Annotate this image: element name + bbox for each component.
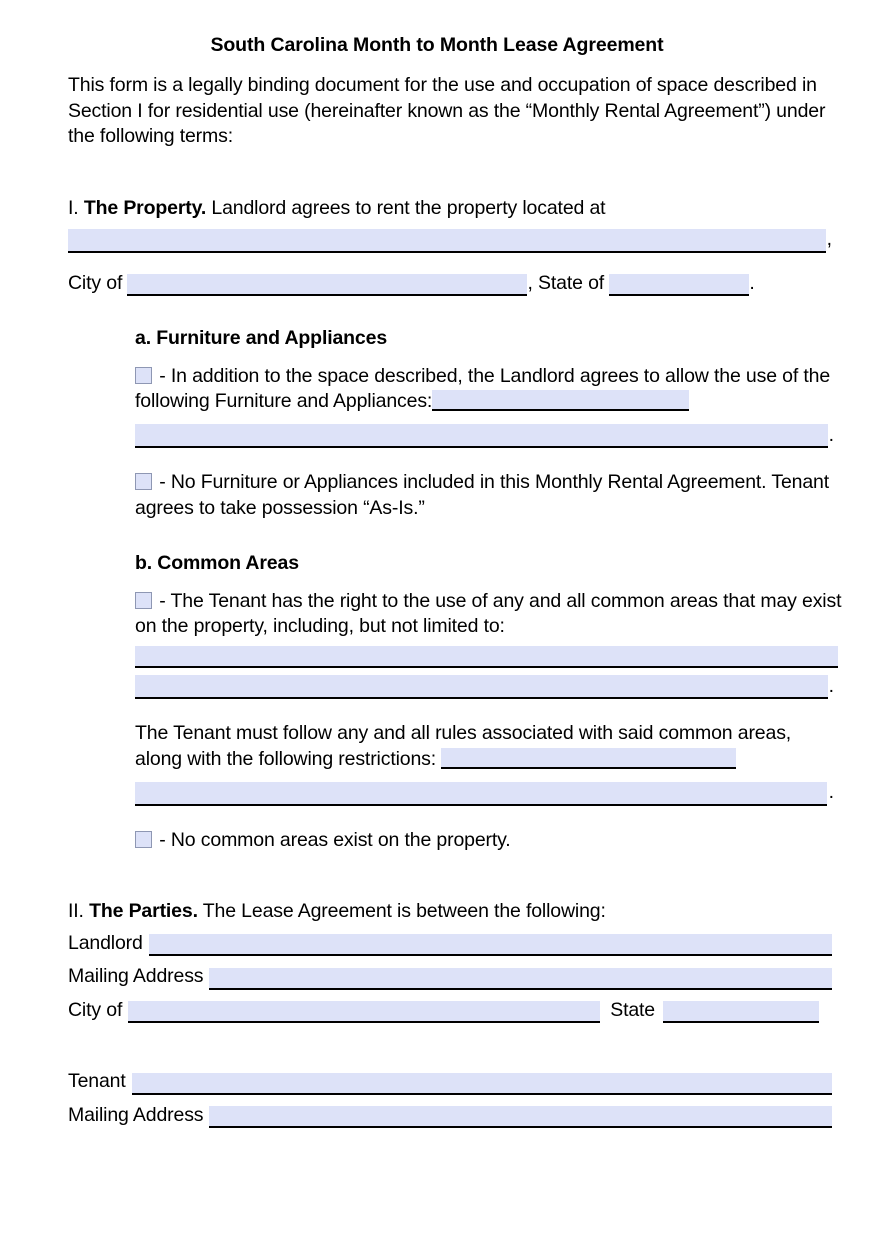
common-areas-rules-paragraph <box>0 721 874 772</box>
furniture-list-field-line-2[interactable] <box>135 424 828 448</box>
spacer <box>0 853 874 899</box>
tenant-mailing-address-row <box>0 1103 874 1129</box>
common-areas-field-line-2-row <box>0 674 874 700</box>
spacer <box>0 699 874 721</box>
tenant-label: Tenant <box>68 1070 126 1093</box>
checkbox-furniture-not-included[interactable] <box>135 473 152 490</box>
furniture-option-two-text: - No Furniture or Appliances included in this Monthly Rental Agreement. Tenant agrees to take possession “As-Is.” <box>135 471 830 519</box>
page-title: South Carolina Month to Month Lease Agreement <box>210 34 664 56</box>
common-areas-restrictions-period: . <box>828 781 834 804</box>
common-areas-restrictions-line-2-row <box>0 780 874 806</box>
section-two-lead: The Lease Agreement is between the following: <box>197 900 606 923</box>
property-state-period: . <box>749 271 755 294</box>
landlord-mailing-address-field[interactable] <box>209 968 832 990</box>
common-areas-restrictions-field-line-2[interactable] <box>135 782 827 806</box>
landlord-name-row <box>0 931 874 957</box>
spacer <box>0 150 874 196</box>
landlord-mailing-address-row <box>0 964 874 990</box>
property-city-state-row <box>0 271 874 297</box>
common-areas-option-two <box>0 828 874 854</box>
section-one-title: The Property. <box>83 196 207 219</box>
furniture-option-two <box>0 470 874 521</box>
checkbox-no-common-areas[interactable] <box>135 831 152 848</box>
furniture-list-field-line-1[interactable] <box>432 390 689 411</box>
furniture-list-line-2-row <box>0 423 874 449</box>
checkbox-common-areas-included[interactable] <box>135 592 152 609</box>
common-areas-option-one <box>0 589 874 640</box>
common-areas-option-one-text: - The Tenant has the right to the use of any and all common areas that may exist on the property, including, but not limited to: <box>135 589 842 638</box>
property-address-field[interactable] <box>68 229 826 253</box>
tenant-name-row <box>0 1069 874 1095</box>
furniture-option-one-text: - In addition to the space described, the Landlord agrees to allow the use of the following Furniture and Appliances: <box>135 364 831 413</box>
landlord-name-field[interactable] <box>149 934 832 956</box>
tenant-name-field[interactable] <box>132 1073 832 1095</box>
tenant-mailing-address-field[interactable] <box>209 1106 832 1128</box>
spacer <box>0 521 874 551</box>
landlord-city-label: City of <box>68 998 123 1021</box>
intro-paragraph: This form is a legally binding document for the use and occupation of space described in Section I for residential use (hereinafter known as the “Monthly Rental Agreement”) under the following terms: <box>68 74 826 148</box>
checkbox-furniture-included[interactable] <box>135 367 152 384</box>
subsection-b-heading: b. Common Areas <box>135 552 299 575</box>
landlord-mailing-address-label: Mailing Address <box>68 965 204 988</box>
common-areas-option-two-text: - No common areas exist on the property. <box>154 828 511 851</box>
tenant-mailing-address-label: Mailing Address <box>68 1103 204 1126</box>
landlord-city-state-row <box>0 998 874 1024</box>
subsection-a-heading: a. Furniture and Appliances <box>135 327 388 350</box>
landlord-state-label: State <box>610 998 656 1021</box>
furniture-list-period: . <box>828 423 834 446</box>
landlord-city-field[interactable] <box>128 1001 600 1023</box>
landlord-label: Landlord <box>68 931 143 954</box>
section-one-number: I. <box>68 196 79 219</box>
spacer <box>0 296 874 326</box>
spacer <box>0 448 874 470</box>
common-areas-rules-text: The Tenant must follow any and all rules associated with said common areas, along with the following restrictions: <box>135 722 792 770</box>
common-areas-field-line-2[interactable] <box>135 675 828 699</box>
property-city-field[interactable] <box>127 274 527 296</box>
landlord-state-field[interactable] <box>663 1001 819 1023</box>
property-state-field[interactable] <box>609 274 749 296</box>
property-address-comma: , <box>826 228 832 251</box>
property-city-state-comma: , <box>527 271 539 294</box>
property-address-row <box>0 227 874 253</box>
section-two-heading <box>0 899 874 925</box>
property-state-label: State of <box>538 271 610 294</box>
section-two-title: The Parties. <box>89 900 198 923</box>
furniture-option-one <box>0 364 874 415</box>
spacer <box>0 577 874 589</box>
spacer <box>0 806 874 828</box>
spacer <box>0 352 874 364</box>
property-city-label: City of <box>68 271 128 294</box>
common-areas-field-line-1[interactable] <box>135 646 838 668</box>
section-one-heading <box>0 196 874 222</box>
section-two-number: II. <box>68 900 84 923</box>
common-areas-restrictions-field-line-1[interactable] <box>441 748 736 769</box>
spacer <box>0 1023 874 1069</box>
section-one-lead: Landlord agrees to rent the property located at <box>206 196 606 219</box>
common-areas-field-line-1-row <box>0 646 874 668</box>
common-areas-period: . <box>828 674 834 697</box>
